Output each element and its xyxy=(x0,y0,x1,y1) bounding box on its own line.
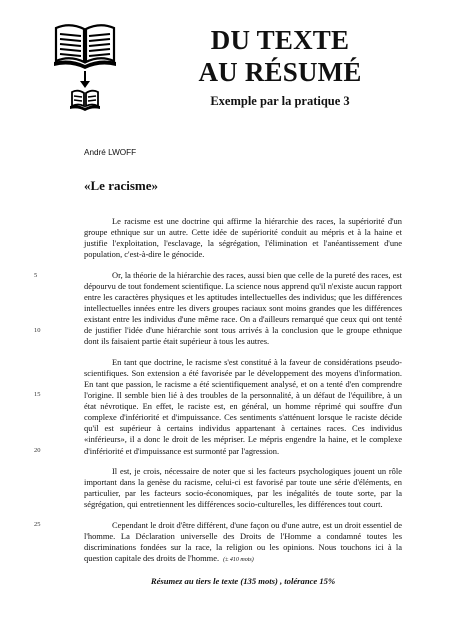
paragraph-1: Le racisme est une doctrine qui affirme la hiérarchie des races, la supériorité d'un groupe ethnique sur un autre. Cette idée de supériorité conduit au mépris et à la haine et justifie l'exploitation, l'esclavage, la ségrégation, l'élimination et l'anéantissement d'une population, c'est-à-dire le génocide. xyxy=(84,216,402,260)
instruction-footer: Résumez au tiers le texte (135 mots) , tolérance 15% xyxy=(150,576,336,586)
paragraph-3: En tant que doctrine, le racisme s'est constitué à la faveur de considérations pseudo-scientifiques. Son extension a été favorisée par le développement des moyens d'information. En tant que passion, le racisme a été scientifiquement analysé, et on a tenté d'en comprendre l'origine. Il semble bien lié à des troubles de la personnalité, à un défaut de l'équilibre, à un état névrotique. En effet, le raciste est, en général, un homme réprimé qui souffre d'un complexe d'infériorité et d'impuissance. Ces sentiments s'atténuent lorsque le raciste décide qu'il est supérieur à certains individus appartenant à certaines races. Ces individus «inférieurs», il a donc le droit de les mépriser. Le mépris engendre la haine, et le complexe d'infériorité et d'impuissance est surmonté par l'agression. xyxy=(84,356,402,456)
main-title-line-1: DU TEXTE xyxy=(210,25,350,55)
paragraph-5 xyxy=(84,520,402,566)
subtitle: Exemple par la pratique 3 xyxy=(210,94,350,108)
paragraph-5-text: Cependant le droit d'être différent, d'une façon ou d'une autre, est un droit essentiel de l'homme. La Déclaration universelle des Droits de l'Homme a condamné toutes les discriminations fondées sur la race, la religion ou les opinions. Nous touchons ici à la question capitale des droits de l'homme. xyxy=(84,519,402,564)
line-number: 10 xyxy=(34,327,41,334)
paragraph-2: Or, la théorie de la hiérarchie des races, aussi bien que celle de la pureté des races, est dépourvu de tout fondement scientifique. La science nous apprend qu'il n'existe aucun rapport entre les caractères physiques et les aptitudes intellectuelles des individus; que les différences intellectuelles innées entre les divers groupes raciaux sont moins grandes que les différences existant entre les individus d'une même race. On a d'ailleurs remarqué que ceux qui ont tenté de justifier l'idée d'une hiérarchie sont tous arrivés à la conclusion que le groupe ethnique dont ils faisaient partie était supérieur à tous les autres. xyxy=(84,269,402,347)
main-title-line-2: AU RÉSUMÉ xyxy=(198,57,362,87)
line-number: 5 xyxy=(34,272,38,279)
open-book-arrow-icon xyxy=(52,18,118,112)
author-name: André LWOFF xyxy=(84,148,137,157)
paragraph-4: Il est, je crois, nécessaire de noter que si les facteurs psychologiques jouent un rôle important dans la genèse du racisme, celui-ci est favorisé par toute une série d'éléments, en particulier, par les facteurs socio-économiques, par les inégalités de toute sorte, par la ségrégation, qui entretiennent les différences socio-culturelles, les différences tout court. xyxy=(84,466,402,510)
title-block xyxy=(150,24,410,109)
section-title: «Le racisme» xyxy=(84,178,159,193)
word-count-note: (± 410 mots) xyxy=(223,557,254,564)
article-body xyxy=(84,216,402,576)
line-number: 15 xyxy=(34,391,41,398)
line-number: 25 xyxy=(34,521,41,528)
line-number: 20 xyxy=(34,447,41,454)
